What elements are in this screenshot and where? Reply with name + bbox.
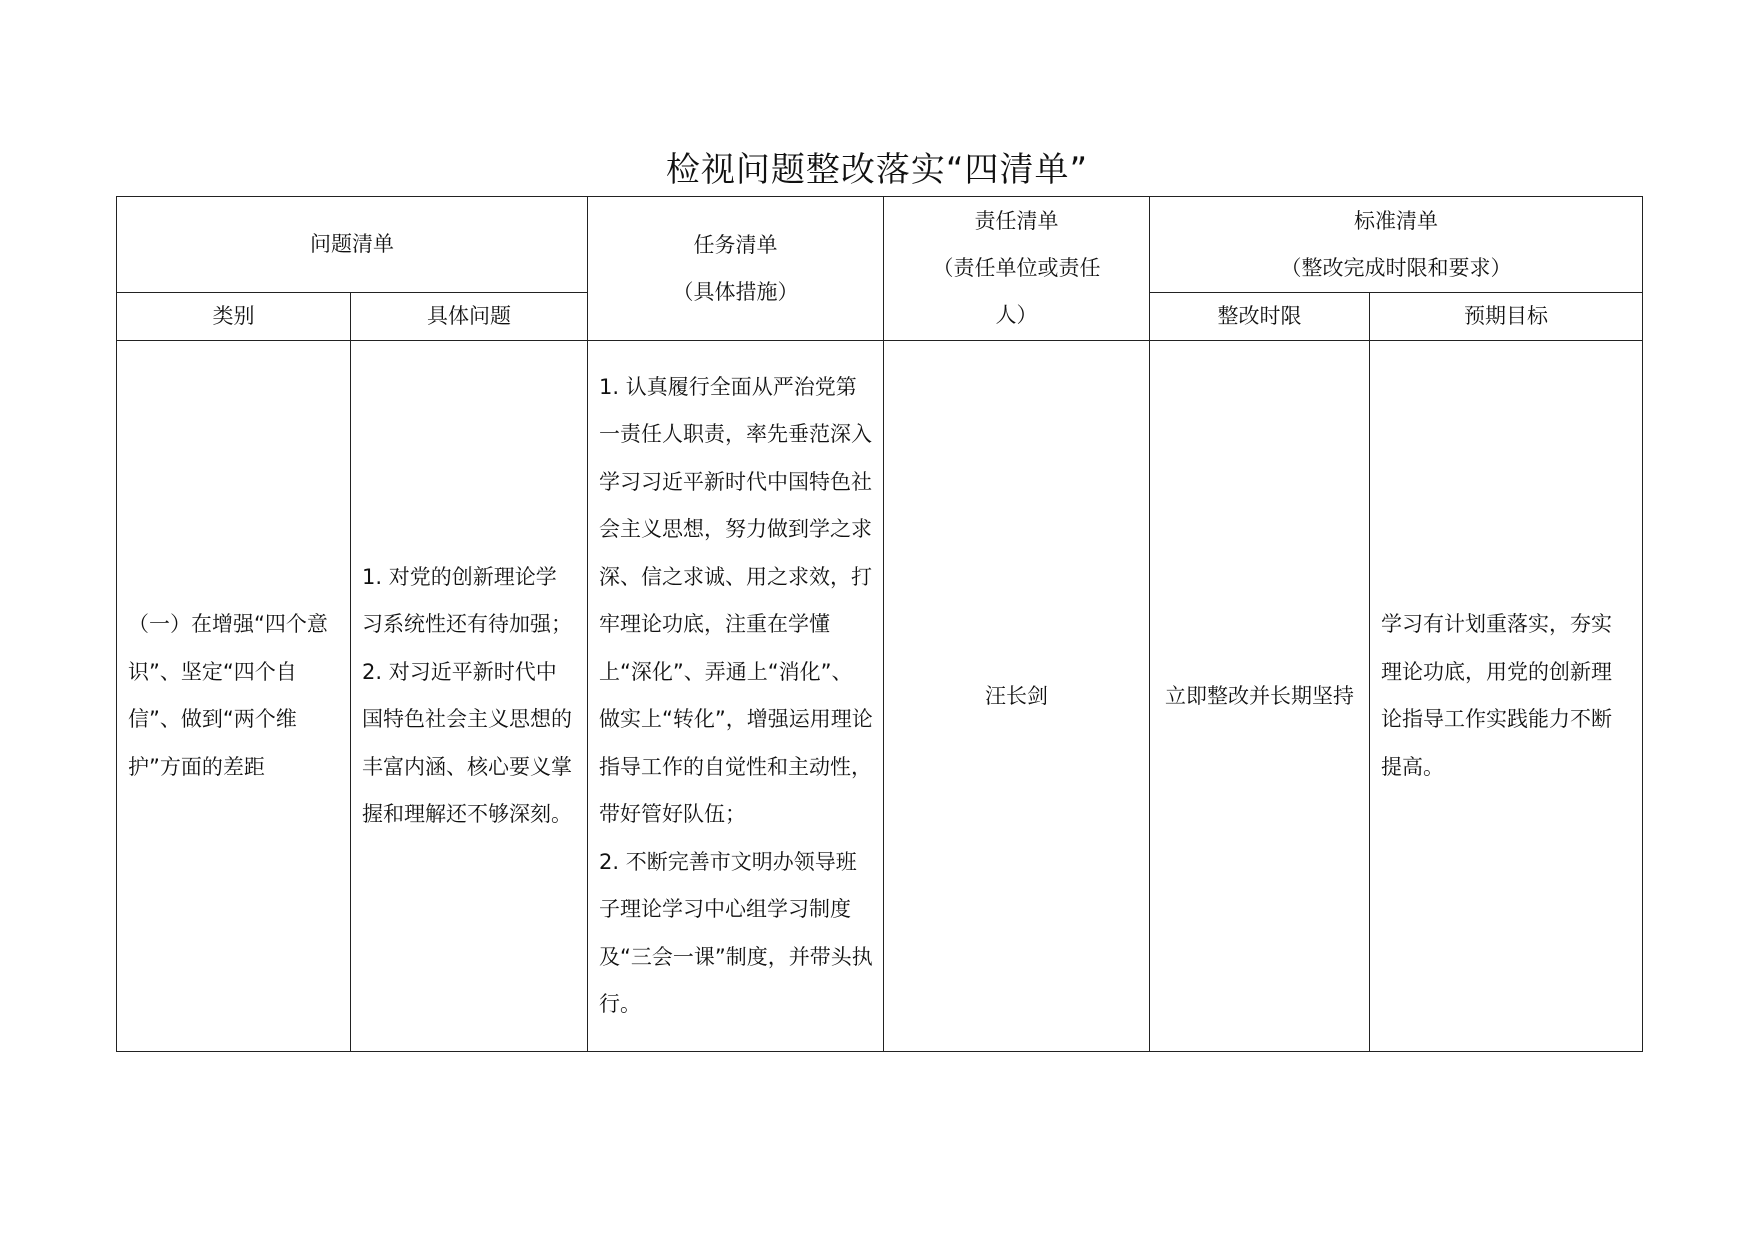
header-responsibility-subtitle-1: （责任单位或责任	[932, 256, 1101, 280]
header-standard-title: 标准清单	[1354, 208, 1438, 233]
responsible-cell: 汪长剑	[884, 341, 1150, 1052]
task-item: 2. 不断完善市文明办领导班子理论学习中心组学习制度及“三会一课”制度，并带头执行。	[599, 849, 873, 1016]
specific-problem-cell	[351, 341, 588, 1052]
header-category: 类别	[117, 293, 351, 341]
header-problem-list: 问题清单	[117, 197, 588, 293]
header-task-list	[588, 197, 884, 341]
header-responsibility-list	[884, 197, 1150, 341]
header-responsibility-subtitle-2: 人）	[995, 303, 1038, 327]
expected-goal-cell: 学习有计划重落实，夯实理论功底，用党的创新理论指导工作实践能力不断提高。	[1370, 341, 1643, 1052]
four-lists-table	[116, 196, 1643, 1052]
deadline-cell: 立即整改并长期坚持	[1150, 341, 1370, 1052]
header-task-list-title: 任务清单	[693, 232, 778, 257]
header-deadline: 整改时限	[1150, 293, 1370, 341]
category-cell: （一）在增强“四个意识”、坚定“四个自信”、做到“两个维护”方面的差距	[117, 341, 351, 1052]
task-cell	[588, 341, 884, 1052]
header-task-list-subtitle: （具体措施）	[672, 279, 799, 304]
task-item: 1. 认真履行全面从严治党第一责任人职责，率先垂范深入学习习近平新时代中国特色社会主义思想，努力做到学之求深、信之求诚、用之求效，打牢理论功底，注重在学懂上“深化”、弄通上“消化”、做实上“转化”，增强运用理论指导工作的自觉性和主动性，带好管好队伍；	[599, 374, 873, 826]
problem-item: 1. 对党的创新理论学习系统性还有待加强；	[362, 564, 572, 636]
table-row	[117, 341, 1643, 1052]
header-standard-list	[1150, 197, 1643, 293]
header-standard-subtitle: （整改完成时限和要求）	[1280, 255, 1512, 280]
header-responsibility-title: 责任清单	[974, 209, 1059, 233]
header-expected-goal: 预期目标	[1370, 293, 1643, 341]
header-specific-problem: 具体问题	[351, 293, 588, 341]
page-title: 检视问题整改落实“四清单”	[665, 150, 1089, 190]
problem-item: 2. 对习近平新时代中国特色社会主义思想的丰富内涵、核心要义掌握和理解还不够深刻。	[362, 659, 572, 826]
